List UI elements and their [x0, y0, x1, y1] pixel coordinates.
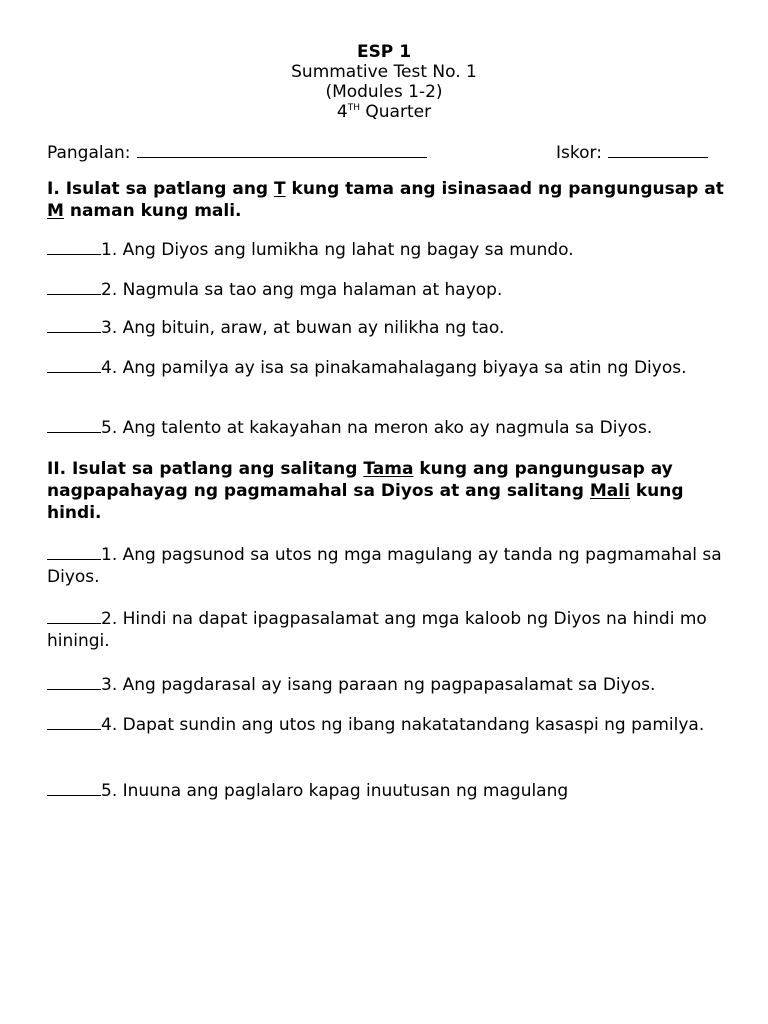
question-text: 2. Hindi na dapat ipagpasalamat ang mga kaloob ng Diyos na hindi mo hiningi. [47, 609, 707, 651]
question-text: 1. Ang pagsunod sa utos ng mga magulang ay tanda ng pagmamahal sa Diyos. [47, 545, 722, 587]
document-title: ESP 1 [356, 42, 412, 62]
modules-label: (Modules 1-2) [325, 82, 443, 102]
question-text: 5. Ang talento at kakayahan na meron ako ay nagmula sa Diyos. [101, 418, 653, 438]
score-field [556, 142, 708, 163]
answer-blank[interactable] [47, 675, 101, 690]
section-2-item-1 [47, 544, 727, 588]
answer-blank[interactable] [47, 418, 101, 433]
section-2-text-a: II. Isulat sa patlang ang salitang [47, 459, 364, 479]
question-text: 3. Ang bituin, araw, at buwan ay nilikha ng tao. [101, 318, 505, 338]
score-label: Iskor: [556, 143, 602, 163]
answer-blank[interactable] [47, 358, 101, 373]
section-1-item-5 [47, 417, 727, 439]
document-header [0, 42, 768, 122]
section-2-instructions [47, 458, 727, 524]
quarter-label [0, 102, 768, 122]
section-2-item-4 [47, 714, 727, 736]
section-2-key-false: Mali [589, 481, 630, 501]
section-2-item-5 [47, 780, 727, 802]
question-text: 2. Nagmula sa tao ang mga halaman at hayop. [101, 280, 503, 300]
answer-blank[interactable] [47, 715, 101, 730]
section-1-instructions [47, 178, 727, 222]
document-subtitle: Summative Test No. 1 [291, 62, 477, 82]
section-2-item-3 [47, 674, 727, 696]
quarter-word: Quarter [360, 102, 432, 122]
section-1-key-false: M [47, 201, 64, 221]
answer-blank[interactable] [47, 280, 101, 295]
section-1-item-2 [47, 279, 727, 301]
question-text: 5. Inuuna ang paglalaro kapag inuutusan ng magulang [101, 781, 569, 801]
quarter-number: 4 [336, 102, 348, 122]
question-text: 3. Ang pagdarasal ay isang paraan ng pagpapasalamat sa Diyos. [101, 675, 656, 695]
section-2-item-2 [47, 608, 727, 652]
answer-blank[interactable] [47, 240, 101, 255]
name-label: Pangalan: [47, 143, 131, 163]
section-2-text-c: kung hindi. [47, 481, 684, 523]
score-blank[interactable] [608, 142, 708, 158]
question-text: 4. Ang pamilya ay isa sa pinakamahalagang biyaya sa atin ng Diyos. [101, 358, 687, 378]
section-1-text-a: I. Isulat sa patlang ang [47, 179, 275, 199]
section-2-key-true: Tama [363, 459, 414, 479]
section-1-item-1 [47, 239, 727, 261]
section-1-text-c: naman kung mali. [63, 201, 242, 221]
section-1-item-4 [47, 357, 727, 379]
answer-blank[interactable] [47, 318, 101, 333]
answer-blank[interactable] [47, 781, 101, 796]
name-field [47, 142, 427, 163]
section-1-item-3 [47, 317, 727, 339]
name-blank[interactable] [137, 142, 427, 158]
section-2-text-b: kung ang pangungusap ay nagpapahayag ng pagmamahal sa Diyos at ang salitang [47, 459, 673, 501]
question-text: 1. Ang Diyos ang lumikha ng lahat ng bagay sa mundo. [101, 240, 574, 260]
answer-blank[interactable] [47, 545, 101, 560]
section-1-text-b: kung tama ang isinasaad ng pangungusap at [285, 179, 724, 199]
section-1-key-true: T [274, 179, 286, 199]
question-text: 4. Dapat sundin ang utos ng ibang nakatatandang kasaspi ng pamilya. [101, 715, 705, 735]
quarter-superscript: TH [347, 103, 360, 113]
answer-blank[interactable] [47, 609, 101, 624]
